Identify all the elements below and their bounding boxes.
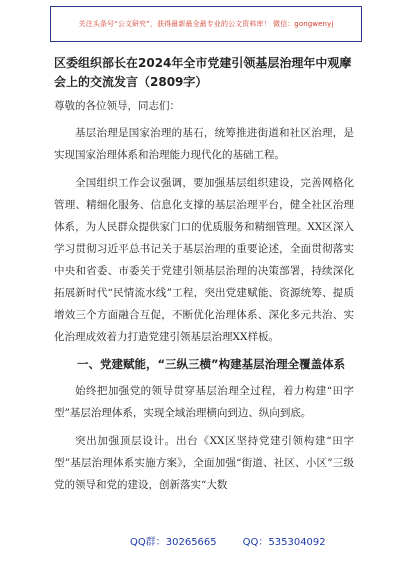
paragraph-intro: 基层治理是国家治理的基石，统筹推进街道和社区治理，是实现国家治理体系和治理能力现代化的基础工程。 — [54, 127, 354, 161]
section-paragraph-1: 始终把加强党的领导贯穿基层治理全过程，着力构建“田字型”基层治理体系，实现全域治理横向到边、纵向到底。 — [54, 385, 354, 419]
footer-contacts — [130, 533, 330, 548]
section-paragraph-2: 突出加强顶层设计。出台《XX区坚持党建引领构建“田字型”基层治理体系实施方案》，全面加强“街道、社区、小区”三级党的领导和党的建设，创新落实“大数 — [54, 435, 354, 491]
top-banner — [50, 6, 362, 42]
section-heading: 一、党建赋能，“三纵三横”构建基层治理全覆盖体系 — [77, 357, 346, 371]
qq-number-text: QQ：535304092 — [242, 537, 326, 548]
document-body — [54, 54, 354, 496]
banner-text: 关注头条号“公文研究”，获得最新最全最专业的公文资料库！ 微信：gongwenyj — [78, 20, 334, 28]
qq-group-text: QQ群：30265665 — [130, 537, 217, 548]
greeting: 尊敬的各位领导，同志们： — [54, 100, 180, 112]
paragraph-main: 全国组织工作会议强调，要加强基层组织建设，完善网格化管理、精细化服务、信息化支撑的基层治理平台，健全社区治理体系，为人民群众提供家门口的优质服务和精细管理。XX区深入学习贯彻习近平总书记关于基层治理的重要论述，全面贯彻落实中央和省委、市委关于党建引领基层治理的决策部署，持续深化拓展新时代“民情流水线”工程，突出党建赋能、资源统筹、提质增效三个方面融合互促，不断优化治理体系、深化多元共治、实化治理成效着力打造党建引领基层治理XX样板。 — [54, 177, 354, 343]
document-title: 区委组织部长在2024年全市党建引领基层治理年中观摩会上的交流发言（2809字） — [54, 56, 352, 89]
